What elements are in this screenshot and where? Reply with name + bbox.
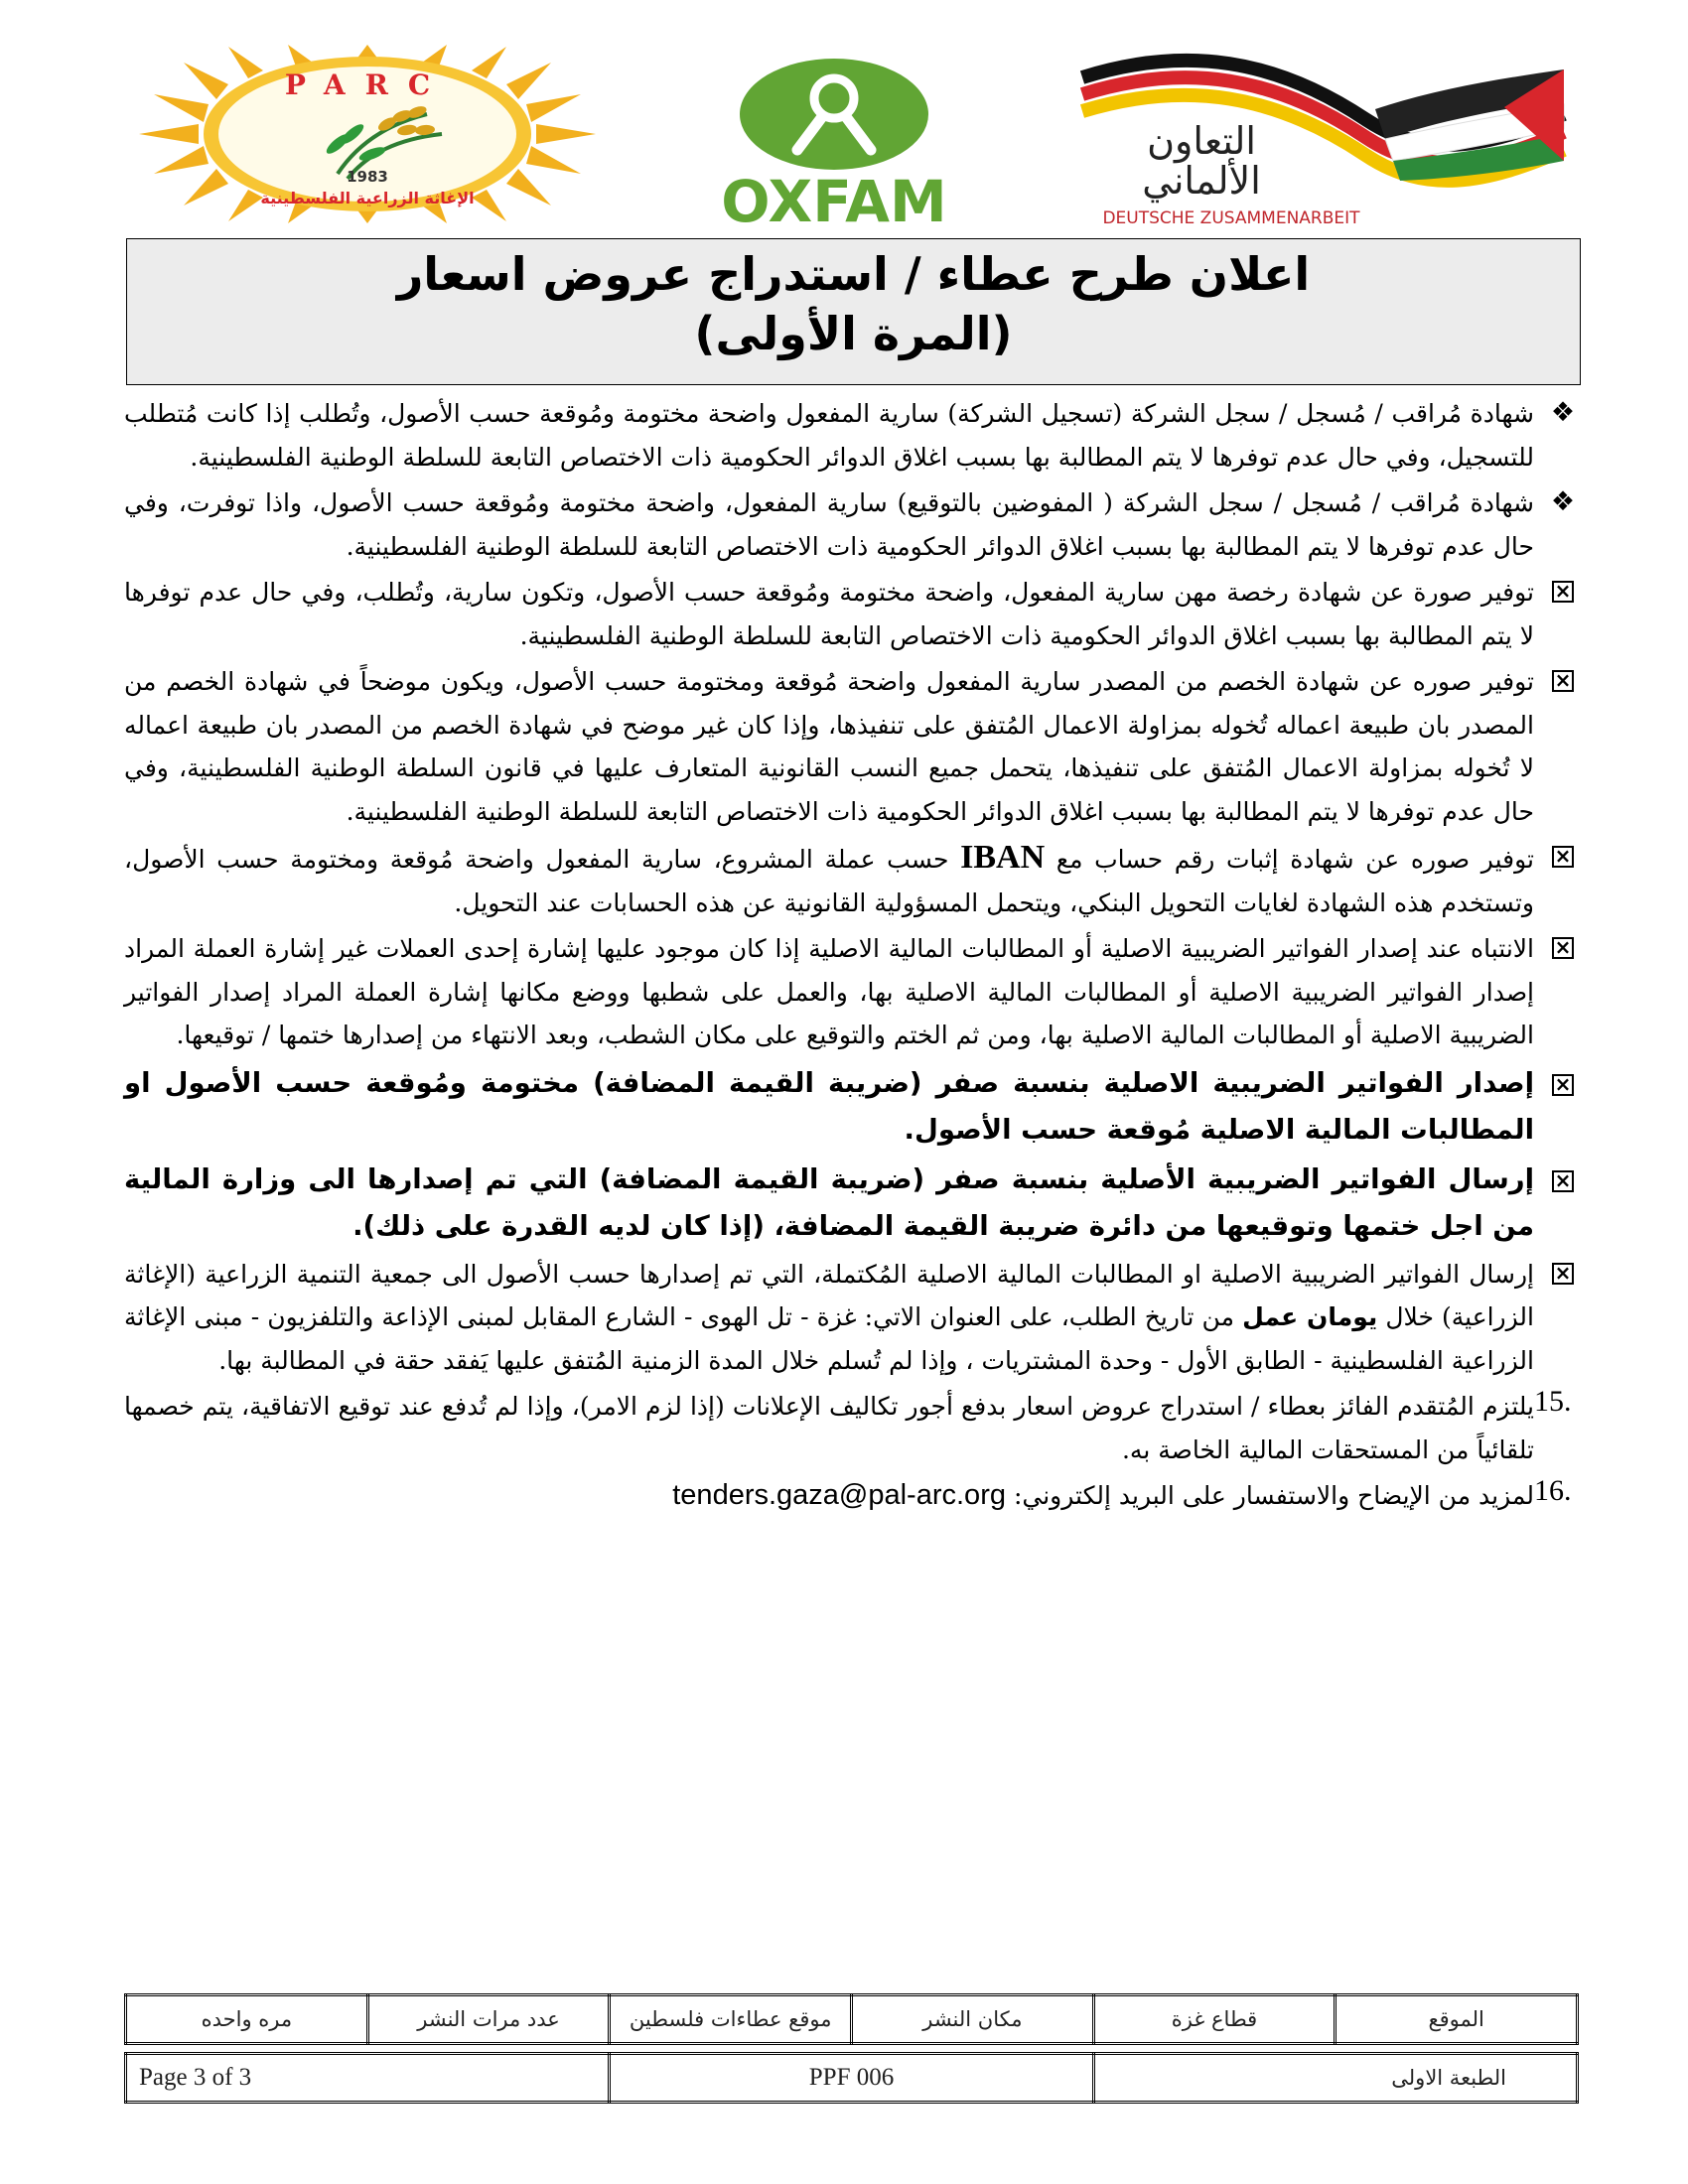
list-item: [124, 481, 1579, 568]
list-item-text: [124, 836, 1534, 924]
list-item: [124, 1385, 1579, 1471]
giz-english: DEUTSCHE ZUSAMMENARBEIT: [1102, 208, 1360, 228]
list-item-text-part: لمزيد من الإيضاح والاستفسار على البريد إلكتروني:: [1013, 1481, 1534, 1510]
list-item-text: توفير صوره عن شهادة الخصم من المصدر سارية المفعول واضحة مُوقعة ومختومة حسب الأصول، ويكون موضحاً في شهادة الخصم من المصدر بان طبيعة اعماله تُخوله بمزاولة الاعمال المُتفق على تنفيذها، وإذا كان غير موضح في شهادة الخصم من المصدر بان طبيعة اعماله لا تُخوله بمزاولة الاعمال المُتفق على تنفيذها، يتحمل جميع النسب القانونية المتعارف عليها في قانون السلطة الوطنية الفلسطينية، وفي حال عدم توفرها لا يتم المطالبة بها بسبب اغلاق الدوائر الحكومية ذات الاختصاص التابعة للسلطة الوطنية الفلسطينية.: [124, 667, 1534, 826]
list-item: [124, 660, 1579, 833]
deadline-phrase: يومان عمل: [1242, 1302, 1378, 1331]
checkbox-bullet-icon: ×: [1552, 1074, 1574, 1096]
announcement-subtitle: (المرة الأولى): [694, 307, 1013, 360]
diamond-bullet-icon: ❖: [1550, 397, 1576, 428]
list-item: [124, 927, 1579, 1057]
list-item-text: إرسال الفواتير الضريبية الأصلية بنسبة صفر (ضريبة القيمة المضافة) التي تم إصدارها الى وزارة المالية من اجل ختمها وتوقيعها من دائرة ضريبة القيمة المضافة، (إذا كان لديه القدرة على ذلك).: [124, 1162, 1534, 1242]
list-item-text-part: توفير صوره عن شهادة إثبات رقم حساب مع: [1055, 845, 1534, 874]
announcement-title: اعلان طرح عطاء / استدراج عروض اسعار: [396, 247, 1311, 301]
table-row: [126, 2054, 1578, 2103]
checkbox-bullet-icon: ×: [1552, 670, 1574, 692]
list-item: [124, 836, 1579, 924]
list-item-text: [124, 1253, 1534, 1383]
list-item-text: الانتباه عند إصدار الفواتير الضريبية الاصلية أو المطالبات المالية الاصلية إذا كان موجود عليها إشارة إحدى العملات غير إشارة العملة المراد إصدار الفواتير الضريبية الاصلية أو المطالبات المالية الاصلية بها، والعمل على شطبها ووضع مكانها إشارة العملة المراد إصدار الفواتير الضريبية الاصلية أو المطالبات المالية الاصلية بها، ومن ثم الختم والتوقيع على مكان الشطب، وبعد الانتهاء من إصدارها ختمها / توقيعها.: [124, 934, 1534, 1049]
list-item: [124, 1060, 1579, 1154]
table-cell: مكان النشر: [852, 1995, 1094, 2044]
checkbox-bullet-icon: ×: [1552, 937, 1574, 959]
giz-arabic-line2: الألماني: [1142, 159, 1261, 203]
table-cell: مره واحده: [126, 1995, 368, 2044]
publication-info-table: [124, 1993, 1579, 2045]
table-row: [126, 1995, 1578, 2044]
document-footer-table: [124, 2052, 1579, 2104]
table-cell: الموقع: [1336, 1995, 1578, 2044]
german-cooperation-logo: [1077, 50, 1579, 228]
parc-logo: [134, 45, 601, 223]
table-cell: قطاع غزة: [1093, 1995, 1336, 2044]
list-item-text: يلتزم المُتقدم الفائز بعطاء / استدراج عروض اسعار بدفع أجور تكاليف الإعلانات (إذا لزم الامر)، وإذا لم تُدفع عند توقيع الاتفاقية، يتم خصمها تلقائياً من المستحقات المالية الخاصة به.: [124, 1392, 1534, 1464]
parc-year: 1983: [347, 168, 388, 186]
contact-email-link[interactable]: tenders.gaza@pal-arc.org: [672, 1479, 1006, 1511]
list-item: [124, 392, 1579, 478]
checkbox-bullet-icon: ×: [1552, 846, 1574, 868]
checkbox-bullet-icon: ×: [1552, 1170, 1574, 1192]
list-item-text: شهادة مُراقب / مُسجل / سجل الشركة ( المفوضين بالتوقيع) سارية المفعول، واضحة مختومة ومُوقعة حسب الأصول، واذا توفرت، وفي حال عدم توفرها لا يتم المطالبة بها بسبب اغلاق الدوائر الحكومية ذات الاختصاص التابعة للسلطة الوطنية الفلسطينية.: [124, 488, 1534, 561]
list-item: [124, 1157, 1579, 1250]
checkbox-bullet-icon: ×: [1552, 1263, 1574, 1285]
item-number: 16.: [1534, 1474, 1572, 1507]
checkbox-bullet-icon: ×: [1552, 581, 1574, 603]
iban-label: IBAN: [960, 839, 1046, 876]
announcement-title-box: [126, 238, 1581, 385]
oxfam-logo: [690, 55, 978, 228]
parc-acronym: PARC: [284, 68, 451, 101]
list-item: [124, 1474, 1579, 1518]
list-item-text: توفير صورة عن شهادة رخصة مهن سارية المفعول، واضحة مختومة ومُوقعة حسب الأصول، وتكون سارية، وتُطلب، وفي حال عدم توفرها لا يتم المطالبة بها بسبب اغلاق الدوائر الحكومية ذات الاختصاص التابعة للسلطة الوطنية الفلسطينية.: [124, 578, 1534, 650]
list-item-text: [124, 1474, 1534, 1518]
table-cell: عدد مرات النشر: [367, 1995, 610, 2044]
oxfam-wordmark: OXFAM: [721, 168, 947, 228]
item-number: 15.: [1534, 1385, 1572, 1418]
giz-arabic-line1: التعاون: [1147, 119, 1256, 163]
list-item-text: إصدار الفواتير الضريبية الاصلية بنسبة صفر (ضريبة القيمة المضافة) مختومة ومُوقعة حسب الأصول او المطالبات المالية الاصلية مُوقعة حسب الأصول.: [124, 1066, 1534, 1146]
list-item-text-part: من تاريخ الطلب، على العنوان الاتي: غزة - تل الهوى - الشارع المقابل لمبنى الإذاعة والتلفزيون - مبنى الإغاثة الزراعية الفلسطينية - الطابق الأول - وحدة المشتريات ، وإذا لم تُسلم خلال المدة الزمنية المُتفق عليها يَفقد حقة في المطالبة بها.: [124, 1302, 1534, 1375]
form-code-cell: PPF 006: [610, 2054, 1093, 2103]
diamond-bullet-icon: ❖: [1550, 486, 1576, 517]
list-item-text-part: إرسال الفواتير الضريبية الاصلية او المطالبات المالية الاصلية المُكتملة، التي تم إصدارها حسب الأصول الى جمعية التنمية الزراعية (الإغاثة الزراعية) خلال: [124, 1259, 1534, 1331]
list-item: [124, 571, 1579, 657]
parc-arabic-name: الإغاثة الزراعية الفلسطينية: [260, 189, 475, 207]
table-cell: موقع عطاءات فلسطين: [610, 1995, 852, 2044]
page-number-cell: Page 3 of 3: [126, 2054, 610, 2103]
requirements-list: [124, 392, 1579, 1521]
list-item-text: شهادة مُراقب / مُسجل / سجل الشركة (تسجيل الشركة) سارية المفعول واضحة مختومة ومُوقعة حسب الأصول، وتُطلب إذا كانت مُتطلب للتسجيل، وفي حال عدم توفرها لا يتم المطالبة بها بسبب اغلاق الدوائر الحكومية ذات الاختصاص التابعة للسلطة الوطنية الفلسطينية.: [124, 399, 1534, 472]
edition-cell: الطبعة الاولى: [1093, 2054, 1577, 2103]
list-item: [124, 1253, 1579, 1383]
list-item-text-part: حسب عملة المشروع، سارية المفعول واضحة مُوقعة ومختومة حسب الأصول، وتستخدم هذه الشهادة لغايات التحويل البنكي، ويتحمل المسؤولية القانونية عن هذه الحسابات عند التحويل.: [124, 845, 1534, 917]
logo-header: [124, 45, 1579, 233]
